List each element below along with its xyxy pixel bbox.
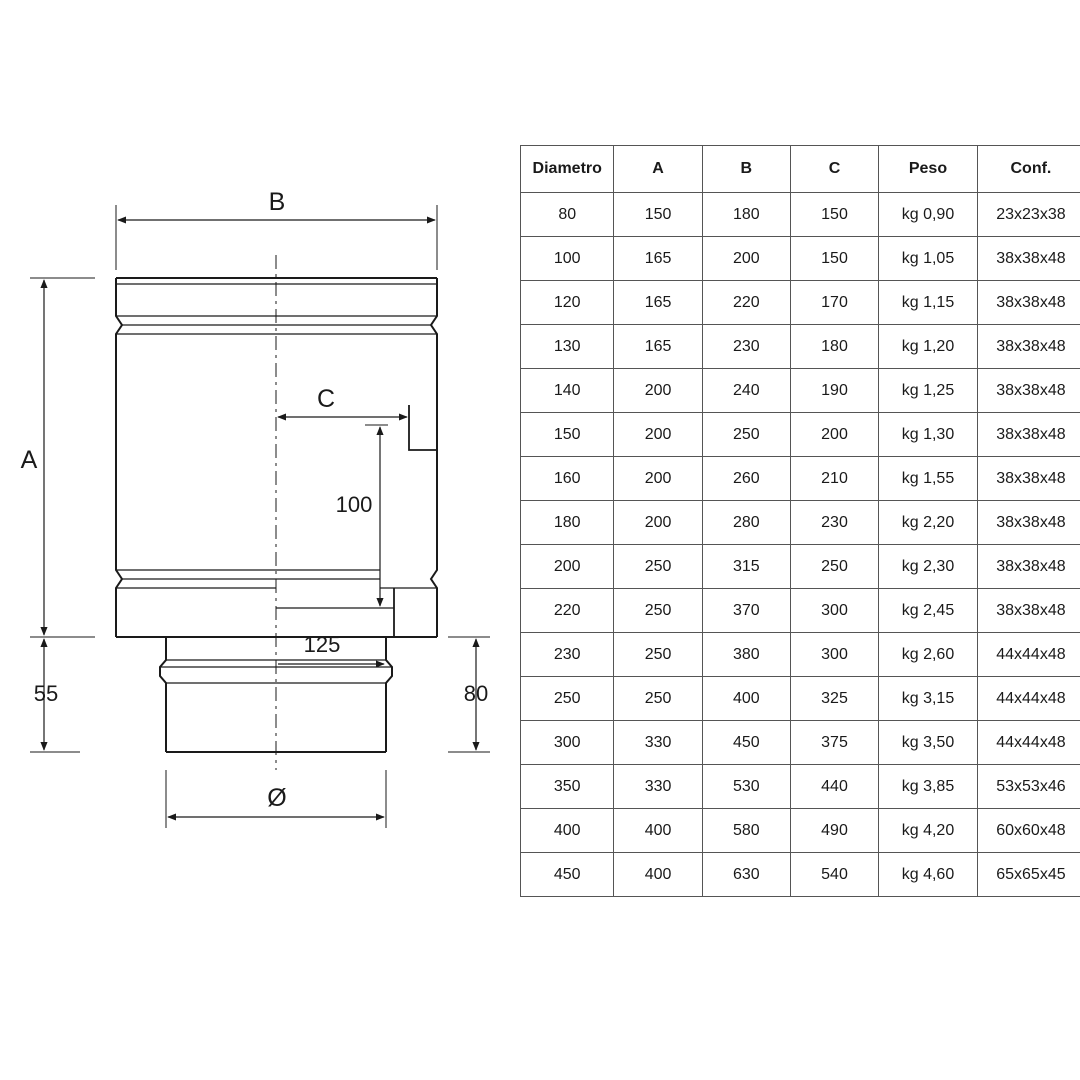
cell-c: 150 (790, 193, 878, 237)
cell-b: 220 (702, 281, 790, 325)
cell-b: 370 (702, 589, 790, 633)
table-header-row (521, 146, 1080, 193)
label-100: 100 (335, 492, 373, 517)
label-a: A (20, 446, 38, 474)
cell-a: 200 (614, 369, 702, 413)
cell-b: 280 (702, 501, 790, 545)
cell-conf: 65x65x45 (977, 853, 1080, 897)
cell-conf: 38x38x48 (977, 501, 1080, 545)
cell-diametro: 300 (521, 721, 614, 765)
cell-c: 540 (790, 853, 878, 897)
cell-peso: kg 3,50 (879, 721, 978, 765)
cell-b: 230 (702, 325, 790, 369)
cell-conf: 38x38x48 (977, 457, 1080, 501)
cell-a: 165 (614, 281, 702, 325)
side-outlet (276, 405, 437, 637)
cell-a: 250 (614, 633, 702, 677)
cell-b: 240 (702, 369, 790, 413)
cell-diametro: 180 (521, 501, 614, 545)
cell-conf: 38x38x48 (977, 281, 1080, 325)
header-peso: Peso (879, 146, 978, 193)
cell-diametro: 120 (521, 281, 614, 325)
table-row (521, 721, 1080, 765)
cell-peso: kg 3,85 (879, 765, 978, 809)
table-body (521, 193, 1080, 897)
cell-peso: kg 1,25 (879, 369, 978, 413)
cell-c: 490 (790, 809, 878, 853)
cell-diametro: 200 (521, 545, 614, 589)
cell-c: 440 (790, 765, 878, 809)
table-row (521, 501, 1080, 545)
cell-b: 250 (702, 413, 790, 457)
cell-peso: kg 1,30 (879, 413, 978, 457)
cell-a: 400 (614, 853, 702, 897)
cell-c: 190 (790, 369, 878, 413)
cell-b: 400 (702, 677, 790, 721)
header-a: A (614, 146, 702, 193)
cell-b: 530 (702, 765, 790, 809)
cell-peso: kg 4,20 (879, 809, 978, 853)
cell-conf: 38x38x48 (977, 545, 1080, 589)
cell-c: 325 (790, 677, 878, 721)
dimension-a (21, 278, 95, 637)
cell-diametro: 80 (521, 193, 614, 237)
cell-a: 200 (614, 413, 702, 457)
dimension-c (278, 385, 407, 417)
cell-diametro: 450 (521, 853, 614, 897)
cell-conf: 38x38x48 (977, 369, 1080, 413)
cell-diametro: 100 (521, 237, 614, 281)
cell-b: 200 (702, 237, 790, 281)
label-125: 125 (303, 632, 341, 657)
table-row (521, 633, 1080, 677)
cell-diametro: 400 (521, 809, 614, 853)
table-row (521, 677, 1080, 721)
table-row (521, 589, 1080, 633)
cell-c: 170 (790, 281, 878, 325)
cell-b: 630 (702, 853, 790, 897)
cell-b: 180 (702, 193, 790, 237)
header-b: B (702, 146, 790, 193)
header-c: C (790, 146, 878, 193)
label-55: 55 (33, 681, 59, 706)
cell-peso: kg 2,45 (879, 589, 978, 633)
cell-a: 150 (614, 193, 702, 237)
dimension-55 (30, 639, 80, 752)
cell-peso: kg 2,60 (879, 633, 978, 677)
table-row (521, 325, 1080, 369)
cell-diametro: 160 (521, 457, 614, 501)
cell-a: 400 (614, 809, 702, 853)
cell-conf: 53x53x46 (977, 765, 1080, 809)
cell-a: 250 (614, 589, 702, 633)
label-diameter: Ø (267, 784, 287, 812)
cell-c: 200 (790, 413, 878, 457)
label-b: B (268, 188, 286, 216)
cell-conf: 44x44x48 (977, 721, 1080, 765)
cell-diametro: 350 (521, 765, 614, 809)
cell-diametro: 130 (521, 325, 614, 369)
cell-diametro: 150 (521, 413, 614, 457)
cell-peso: kg 2,30 (879, 545, 978, 589)
cell-c: 300 (790, 633, 878, 677)
cell-a: 250 (614, 545, 702, 589)
dimension-80 (448, 637, 490, 752)
table-row (521, 193, 1080, 237)
cell-c: 150 (790, 237, 878, 281)
cell-c: 180 (790, 325, 878, 369)
cell-a: 330 (614, 721, 702, 765)
cell-c: 210 (790, 457, 878, 501)
table-row (521, 765, 1080, 809)
cell-diametro: 140 (521, 369, 614, 413)
cell-c: 375 (790, 721, 878, 765)
cell-conf: 38x38x48 (977, 237, 1080, 281)
cell-peso: kg 0,90 (879, 193, 978, 237)
cell-peso: kg 3,15 (879, 677, 978, 721)
cell-c: 300 (790, 589, 878, 633)
technical-drawing (0, 0, 500, 1080)
cell-c: 230 (790, 501, 878, 545)
cell-a: 165 (614, 237, 702, 281)
cell-peso: kg 1,20 (879, 325, 978, 369)
cell-peso: kg 1,55 (879, 457, 978, 501)
cell-a: 165 (614, 325, 702, 369)
cell-conf: 60x60x48 (977, 809, 1080, 853)
cell-diametro: 230 (521, 633, 614, 677)
cell-conf: 44x44x48 (977, 677, 1080, 721)
cell-conf: 38x38x48 (977, 589, 1080, 633)
cell-conf: 23x23x38 (977, 193, 1080, 237)
cell-b: 450 (702, 721, 790, 765)
cell-b: 260 (702, 457, 790, 501)
table-row (521, 457, 1080, 501)
cell-peso: kg 2,20 (879, 501, 978, 545)
specification-table (520, 145, 1080, 897)
cell-diametro: 220 (521, 589, 614, 633)
cell-peso: kg 1,05 (879, 237, 978, 281)
header-conf: Conf. (977, 146, 1080, 193)
cell-b: 315 (702, 545, 790, 589)
cell-conf: 38x38x48 (977, 325, 1080, 369)
table-row (521, 237, 1080, 281)
cell-conf: 38x38x48 (977, 413, 1080, 457)
table-row (521, 853, 1080, 897)
dimension-diameter (166, 770, 386, 828)
cell-a: 330 (614, 765, 702, 809)
cell-b: 380 (702, 633, 790, 677)
cell-peso: kg 4,60 (879, 853, 978, 897)
cell-b: 580 (702, 809, 790, 853)
header-diametro: Diametro (521, 146, 614, 193)
cell-a: 250 (614, 677, 702, 721)
cell-a: 200 (614, 501, 702, 545)
table-row (521, 369, 1080, 413)
cell-a: 200 (614, 457, 702, 501)
cell-peso: kg 1,15 (879, 281, 978, 325)
table-row (521, 413, 1080, 457)
table-row (521, 545, 1080, 589)
cell-conf: 44x44x48 (977, 633, 1080, 677)
cell-diametro: 250 (521, 677, 614, 721)
label-c: C (316, 385, 336, 413)
cell-c: 250 (790, 545, 878, 589)
table-row (521, 281, 1080, 325)
label-80: 80 (463, 681, 489, 706)
table-row (521, 809, 1080, 853)
